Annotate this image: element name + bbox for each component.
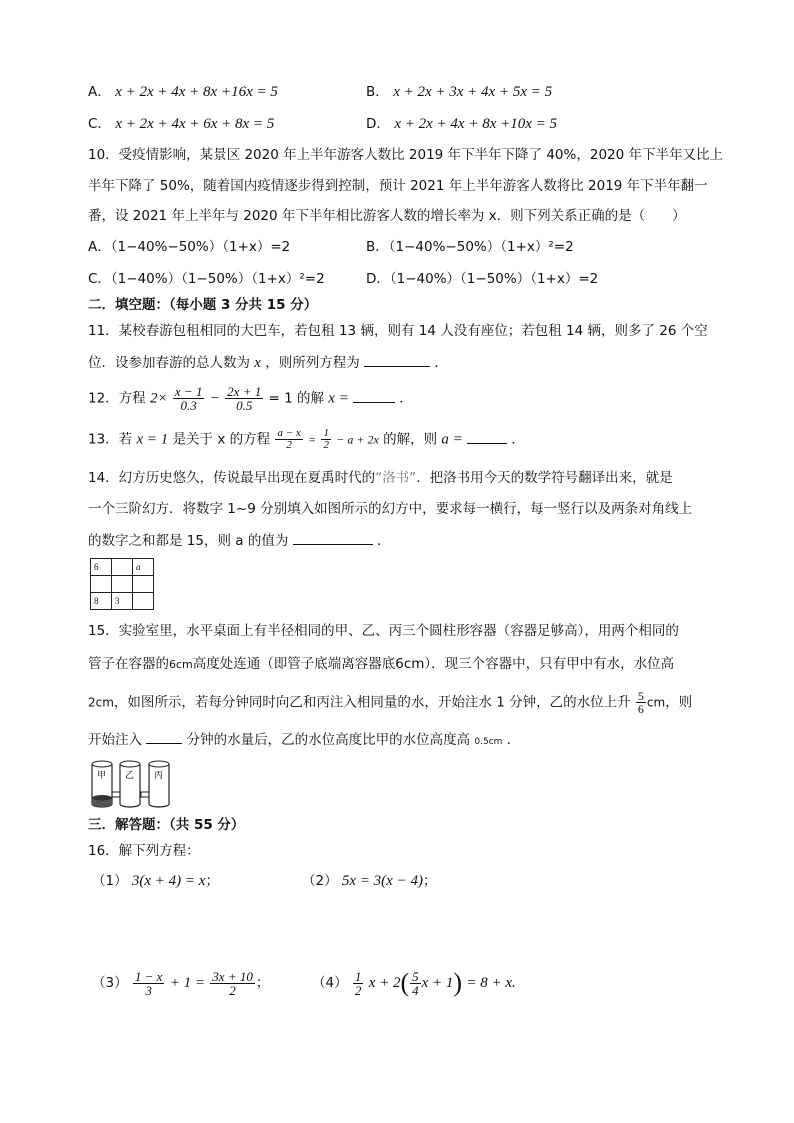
q11-line-2 [88,352,448,373]
q12-fraction-1 [173,385,205,412]
container-label-bing: 丙 [154,771,164,781]
q13-end: ． [511,431,525,448]
q9-c-equation: x + 2x + 4x + 6x + 8x = 5 [115,116,275,132]
q15-end: ． [506,732,521,748]
q15-fraction [636,690,646,715]
q15-05cm: 0.5cm [474,737,503,747]
pipe-2 [141,792,149,797]
container-diagram [88,758,178,812]
q9-option-b[interactable] [366,82,552,102]
q14-line-2: 一个三阶幻方．将数字 1~9 分别填入如图所示的幻方中，要求每一横行，每一竖行以及两条对角线上 [88,501,693,517]
magic-cell [133,593,154,610]
q13-f1-denominator: 2 [286,439,292,451]
q9-a-equation: x + 2x + 4x + 8x +16x = 5 [115,84,278,100]
magic-cell [133,576,154,593]
q10-line-1: 10．受疫情影响，某景区 2020 年上半年游客人数比 2019 年下半年下降了 40%，2020 年下半年又比上 [88,147,723,163]
q13-f2-numerator: 1 [323,427,329,439]
q9-d-label: D． [366,116,390,132]
magic-cell [91,576,112,593]
q15-text-g: 分钟的水量后，乙的水位高度比甲的水位高度高 [186,732,471,748]
q16-p3-mid: + 1 = [169,975,205,991]
q12-f2-denominator: 0.5 [236,398,253,413]
q15-f-numerator: 5 [637,689,644,703]
container-label-yi: 乙 [125,771,135,781]
magic-cell [112,559,133,576]
q16-p4-f2-numerator: 5 [412,968,419,984]
q15-line-2 [88,654,674,675]
q16-part-2 [302,871,436,891]
q15-text-f: 开始注入 [88,732,142,748]
q15-cm: cm [646,695,666,710]
q16-p4-fraction-2 [410,970,421,997]
section-3-heading: 三．解答题：（共 55 分） [88,817,245,833]
q15-line-1: 15．实验室里，水平桌面上有半径相同的甲、乙、丙三个圆柱形容器（容器足够高），用两个相同的 [88,623,679,639]
q10-option-a[interactable]: A．（1−40%−50%）（1+x）=2 [88,239,291,255]
q15-2cm: 2cm [88,695,114,710]
q14-text-b: ．把洛书用今天的数学符号翻译出来，就是 [416,470,673,486]
q11-end: ． [434,355,448,371]
q11-text-a: 位．设参加春游的总人数为 [88,355,250,371]
q12-f1-denominator: 0.3 [180,398,197,413]
q16-p3-fraction-2 [210,970,255,997]
q14-answer-blank[interactable] [293,530,373,545]
section-2-heading: 二．填空题：（每小题 3 分共 15 分） [88,297,318,313]
right-paren-icon: ) [453,968,463,997]
q15-text-e: ，则 [665,694,693,711]
q12-f2-numerator: 2x + 1 [227,384,262,399]
q12-minus: − [209,390,220,407]
q16-p2-equation: 5x = 3(x − 4) [341,873,423,889]
q16-p4-c: = 8 + x. [466,975,516,991]
q13-line [88,428,525,451]
q12-x-equals: x = [328,390,349,407]
magic-cell: 8 [91,593,112,610]
q15-6cm: 6cm [169,658,193,671]
q15-line-4 [88,729,520,752]
q13-answer-blank[interactable] [467,429,507,444]
q11-text-b: ，则所列方程为 [265,355,360,371]
q14-text-a: 14．幻方历史悠久，传说最早出现在夏禹时代的 [88,470,376,486]
q12-equals: = 1 的解 [268,390,324,407]
q16-p4-b: x + 1 [421,975,454,991]
q16-p3-end: ； [255,975,270,991]
q16-part-4 [312,968,516,998]
pipe-1 [112,792,120,797]
q12-line [88,385,413,412]
q13-f1-numerator: a − x [277,427,301,439]
magic-row [91,593,154,610]
q9-b-equation: x + 2x + 3x + 4x + 5x = 5 [393,84,553,100]
q13-rest: − a + 2x [336,432,379,447]
q12-fraction-2 [225,385,263,412]
q13-a-equals: a = [441,431,463,448]
q15-text-d: ，如图所示，若每分钟同时向乙和丙注入相同量的水，开始注水 1 分钟，乙的水位上升 [113,694,631,711]
q9-b-label: B． [366,84,389,100]
q16-title: 16．解下列方程： [88,843,200,859]
q15-text-b: 高度处连通（即管子底端离容器底 [192,656,396,672]
q16-p3-f1-denominator: 3 [145,982,152,998]
q10-line-3: 番，设 2021 年上半年与 2020 年下半年相比游客人数的增长率为 x．则下列关系正确的是（ ） [88,208,686,224]
magic-cell: a [133,559,154,576]
magic-row [91,576,154,593]
q15-text-a: 管子在容器的 [88,656,169,672]
q15-text-c: 6cm）．现三个容器中，只有甲中有水，水位高 [395,656,675,672]
q13-tail: 的解，则 [383,431,438,448]
q9-option-a[interactable] [88,82,278,102]
q16-p4-label: （4） [312,975,348,991]
q11-line-1: 11．某校春游包租相同的大巴车，若包租 13 辆，则有 14 人没有座位；若包租 14 辆，则多了 26 个空 [88,323,708,339]
q9-a-label: A． [88,84,111,100]
q10-option-c[interactable]: C．（1−40%）（1−50%）（1+x）²=2 [88,271,325,287]
q12-f1-numerator: x − 1 [174,384,203,399]
q16-p4-f1-numerator: 1 [354,968,362,984]
q16-p4-a: x + 2 [368,975,401,991]
q13-prefix: 13．若 [88,431,133,448]
q16-p3-f2-denominator: 2 [229,982,236,998]
q14-text-c: 的数字之和都是 15，则 a 的值为 [88,533,289,549]
q15-line-3 [88,690,692,715]
q16-p3-f1-numerator: 1 − x [134,968,163,984]
q16-part-3 [92,968,269,998]
q12-answer-blank[interactable] [353,388,395,403]
q14-line-3 [88,530,390,551]
q13-f2-denominator: 2 [323,439,329,451]
container-yi [120,761,140,807]
q14-end: ． [376,533,391,549]
magic-square-grid [90,558,154,610]
q10-line-2: 半年下降了 50%，随着国内疫情逐步得到控制，预计 2021 年上半年游客人数将比 2019 年下半年翻一 [88,178,708,194]
q12-two: 2× [149,390,168,407]
q11-answer-blank[interactable] [364,352,430,367]
q9-option-c[interactable] [88,114,274,134]
q11-variable: x [254,355,261,371]
q13-fraction-2 [321,428,331,451]
container-jia [92,761,112,807]
q14-luoshu: “洛书” [375,470,417,486]
q16-p4-fraction-1 [353,970,364,997]
q16-p2-end: ； [422,873,437,889]
q16-p3-f2-numerator: 3x + 10 [212,968,253,984]
q16-p1-equation: 3(x + 4) = x [131,873,206,889]
q16-p3-fraction-1 [133,970,165,997]
q12-end: ． [399,390,413,407]
magic-row [91,559,154,576]
q9-d-equation: x + 2x + 4x + 8x +10x = 5 [394,116,558,132]
q16-p3-label: （3） [92,975,128,991]
q16-p1-end: ； [205,873,219,889]
magic-cell: 3 [112,593,133,610]
q13-fraction-1 [275,428,302,451]
q15-answer-blank[interactable] [146,729,182,744]
container-bing [149,761,169,807]
q13-condition: x = 1 [136,431,169,448]
q16-part-1 [92,871,219,891]
q9-c-label: C． [88,116,111,132]
q14-line-1 [88,468,673,488]
q16-p1-label: （1） [92,873,128,889]
q10-option-b[interactable]: B．（1−40%−50%）（1+x）²=2 [366,239,574,255]
q16-p4-f1-denominator: 2 [354,982,362,998]
q13-equals: = [308,432,317,447]
magic-cell: 6 [91,559,112,576]
q12-prefix: 12．方程 [88,390,146,407]
q10-option-d[interactable]: D．（1−40%）（1−50%）（1+x）=2 [366,271,599,287]
magic-cell [112,576,133,593]
q9-option-d[interactable] [366,114,557,134]
q16-p2-label: （2） [302,873,338,889]
left-paren-icon: ( [400,968,410,997]
q15-f-denominator: 6 [637,702,644,716]
q13-mid: 是关于 x 的方程 [172,431,271,448]
container-label-jia: 甲 [97,771,107,781]
q16-p4-f2-denominator: 4 [412,982,419,998]
